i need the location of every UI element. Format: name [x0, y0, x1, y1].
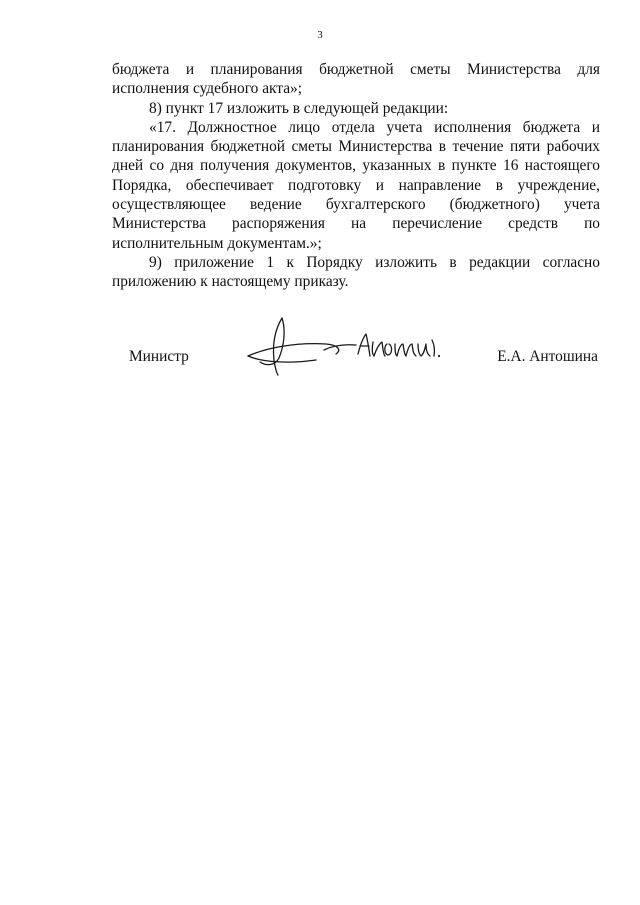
page-number: 3 — [317, 29, 323, 41]
paragraph-item-9: 9) приложение 1 к Порядку изложить в редакции согласно приложению к настоящему приказу. — [112, 253, 600, 291]
paragraph-item-8: 8) пункт 17 изложить в следующей редакции: — [149, 99, 449, 117]
document-body — [112, 60, 600, 292]
handwritten-signature — [246, 314, 466, 378]
paragraph-item-17-text: «17. Должностное лицо отдела учета исполнения бюджета и планирования бюджетной сметы Министерства в течение пяти рабочих дней со дня получения документов, указанных в пункте 16 настоящего Порядка, обеспечивает подготовку и направление в учреждение, осуществляющее ведение бухгалтерского (бюджетного) учета Министерства распоряжения на перечисление средств по исполнительным документам.»; — [112, 118, 600, 252]
signature-block — [0, 340, 640, 390]
signatory-position: Министр — [129, 348, 189, 365]
signatory-name: Е.А. Антошина — [497, 348, 598, 365]
paragraph-continuation: бюджета и планирования бюджетной сметы Министерства для исполнения судебного акта»; — [112, 61, 600, 98]
